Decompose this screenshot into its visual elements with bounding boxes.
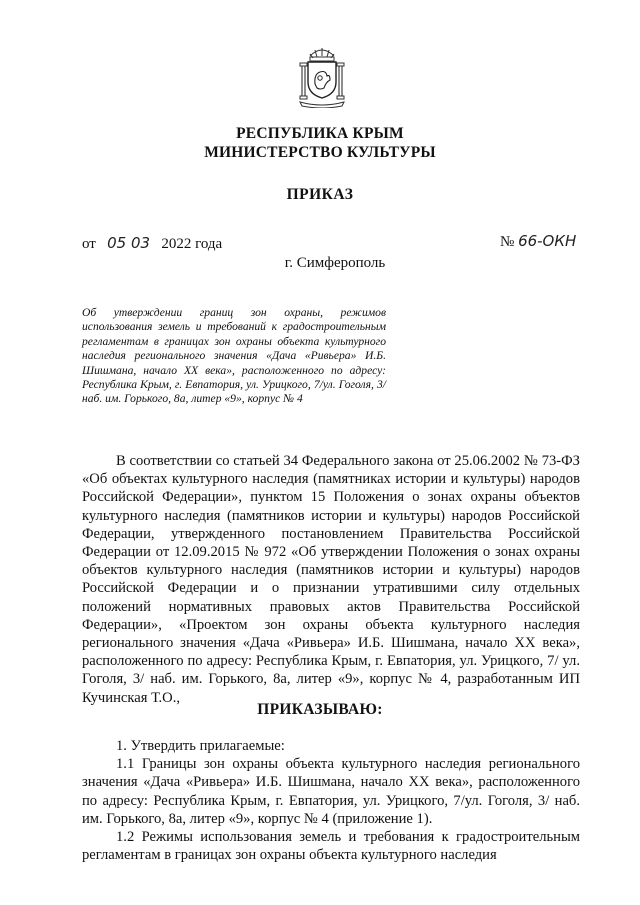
item-1-1: 1.1 Границы зон охраны объекта культурного наследия регионального значения «Дача «Ривьера» И.Б. Шишмана, начало XX века», расположенного по адресу: Республика Крым, г. Евпатория, ул. Урицкого, 7/ул. Гоголя, 3/ наб. им. Горького, 8а, литер «9», корпус № 4 (приложение 1). (82, 756, 580, 827)
order-subject: Об утверждении границ зон охраны, режимов использования земель и требований к градостроительным регламентам в границах зон охраны объекта культурного наследия регионального значения «Дача «Ривьера» И.Б. Шишмана, начало XX века», расположенного по адресу: Республика Крым, г. Евпатория, ул. Урицкого, 7/ул. Гоголя, 3/ наб. им. Горького, 8а, литер «9», корпус № 4 (82, 306, 386, 406)
date-prefix: от (82, 236, 96, 252)
item-1: 1. Утвердить прилагаемые: (116, 738, 285, 754)
date-year: 2022 года (161, 236, 223, 252)
organization-region: РЕСПУБЛИКА КРЫМ (236, 125, 404, 142)
handwritten-number: 66-ОКН (518, 232, 577, 250)
organization-ministry: МИНИСТЕРСТВО КУЛЬТУРЫ (204, 144, 436, 161)
issue-city: г. Симферополь (284, 255, 386, 271)
order-date (82, 234, 222, 253)
order-number (500, 232, 576, 251)
order-items (82, 737, 580, 864)
item-1-2: 1.2 Режимы использования земель и требования к градостроительным регламентам в границах зон охраны объекта культурного наследия (82, 829, 580, 864)
preamble (82, 452, 580, 707)
number-prefix: № (500, 234, 515, 250)
document-type-title: ПРИКАЗ (286, 186, 354, 203)
crimea-coat-of-arms-emblem (296, 44, 348, 108)
order-heading: ПРИКАЗЫВАЮ: (257, 701, 383, 718)
handwritten-date: 05 03 (107, 234, 151, 252)
preamble-paragraph: В соответствии со статьей 34 Федерального закона от 25.06.2002 № 73-ФЗ «Об объектах культурного наследия (памятниках истории и культуры) народов Российской Федерации», пунктом 15 Положения о зонах охраны объектов культурного наследия (памятников истории и культуры) народов Российской Федерации, утвержденного постановлением Правительства Российской Федерации от 12.09.2015 № 972 «Об утверждении Положения о зонах охраны объектов культурного наследия (памятников истории и культуры) народов Российской Федерации и о признании утратившими силу отдельных положений нормативных правовых актов Правительства Российской Федерации», «Проектом зон охраны объекта культурного наследия регионального значения «Дача «Ривьера» И.Б. Шишмана, начало XX века», расположенного по адресу: Республика Крым, г. Евпатория, ул. Урицкого, 7/ ул. Гоголя, 3/ наб. им. Горького, 8а, литер «9», корпус № 4, разработанным ИП Кучинская Т.О., (82, 453, 580, 706)
